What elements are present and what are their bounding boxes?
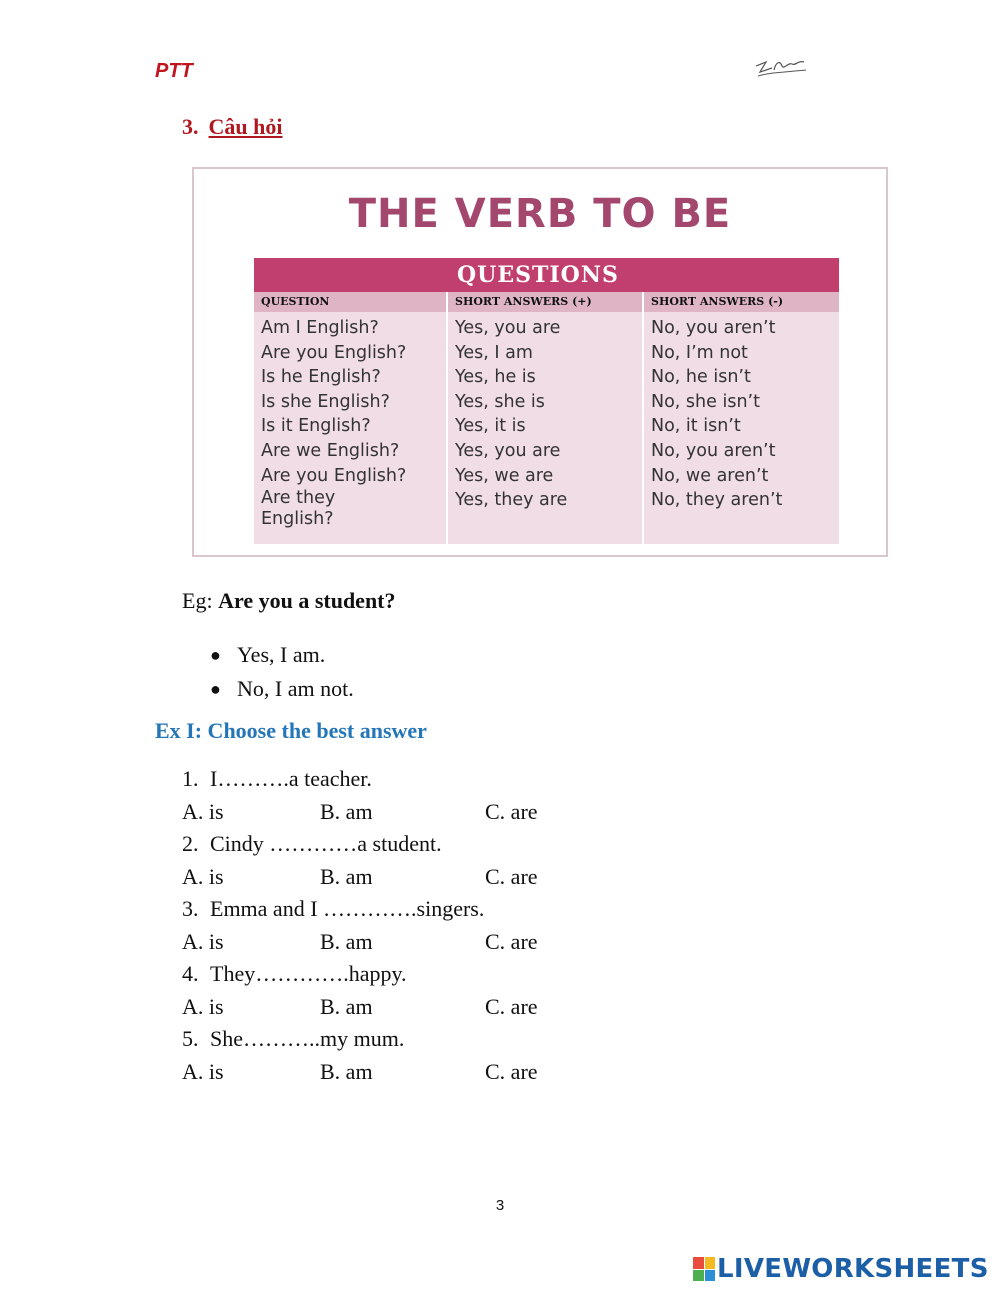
answer-text: No, I am not. [237,676,354,701]
negative-cell: No, I’m not [651,342,748,363]
section-number: 3. [182,114,199,139]
option-b[interactable]: B. am [320,798,373,824]
option-b[interactable]: B. am [320,1058,373,1084]
question-text: Cindy …………a student. [210,831,442,856]
list-item [210,638,354,672]
question-number: 5. [182,1026,199,1051]
option-c[interactable]: C. are [485,1058,538,1084]
option-a[interactable]: A. is [182,1058,224,1084]
question-cell: Is it English? [261,416,371,437]
positive-cell: Yes, they are [455,490,568,511]
list-item [210,672,354,706]
positive-cell: Yes, you are [455,318,561,338]
negative-cell: No, he isn’t [651,367,751,388]
negative-cell: No, she isn’t [651,391,760,412]
question-cell: Are you English? [261,342,407,363]
option-c[interactable]: C. are [485,928,538,954]
negative-cell: No, we aren’t [651,465,769,486]
questions-banner: QUESTIONS [254,258,839,292]
page-number: 3 [495,1197,505,1214]
header-question: QUESTION [254,292,448,312]
option-b[interactable]: B. am [320,863,373,889]
bullet-icon: ● [210,644,221,665]
positive-cell: Yes, he is [455,367,536,388]
positive-column [448,312,644,544]
brand-logo [693,1254,989,1284]
question-text: She………..my mum. [210,1026,405,1051]
option-c[interactable]: C. are [485,863,538,889]
question-cell: Are they English? [261,488,336,530]
table-header-row [254,292,839,312]
negative-cell: No, you aren’t [651,440,776,461]
positive-cell: Yes, I am [455,342,533,363]
header-label: PTT [155,60,193,82]
question-number: 2. [182,831,199,856]
header-negative: SHORT ANSWERS (-) [651,295,784,308]
option-a[interactable]: A. is [182,928,224,954]
questions-table [254,258,839,544]
example-answers [210,638,354,706]
option-a[interactable]: A. is [182,863,224,889]
option-c[interactable]: C. are [485,798,538,824]
signature-icon [752,52,810,80]
question-cell: Is she English? [261,391,390,412]
option-a[interactable]: A. is [182,798,224,824]
question-number: 4. [182,961,199,986]
brand-name: LIVEWORKSHEETS [717,1254,989,1284]
example-question: Are you a student? [218,588,396,613]
question-number: 3. [182,896,199,921]
option-b[interactable]: B. am [320,993,373,1019]
option-a[interactable]: A. is [182,993,224,1019]
negative-cell: No, you aren’t [651,318,776,338]
example-line [182,588,396,614]
example-prefix: Eg: [182,588,213,613]
question-text: They………….happy. [210,961,407,986]
negative-cell: No, it isn’t [651,416,741,437]
positive-cell: Yes, she is [455,391,545,412]
answer-text: Yes, I am. [237,642,326,667]
question-cell: Am I English? [261,318,379,338]
positive-cell: Yes, it is [455,416,526,437]
question-cell: Are you English? [261,465,407,486]
question-text: Emma and I ………….singers. [210,896,485,921]
verb-to-be-figure [192,167,888,557]
negative-column [644,312,839,544]
negative-cell: No, they aren’t [651,490,783,511]
table-body [254,312,839,544]
blocks-icon [693,1257,715,1281]
option-c[interactable]: C. are [485,993,538,1019]
option-b[interactable]: B. am [320,928,373,954]
section-title: Câu hỏi [208,114,283,139]
positive-cell: Yes, you are [455,440,561,461]
question-text: I……….a teacher. [210,766,372,791]
question-cell: Are we English? [261,440,400,461]
header-positive: SHORT ANSWERS (+) [448,292,644,312]
question-column [254,312,448,544]
positive-cell: Yes, we are [455,465,554,486]
question-cell: Is he English? [261,367,381,388]
bullet-icon: ● [210,678,221,699]
figure-title: THE VERB TO BE [348,191,732,237]
question-number: 1. [182,766,199,791]
section-heading [182,114,282,140]
exercise-title: Ex I: Choose the best answer [155,718,427,743]
